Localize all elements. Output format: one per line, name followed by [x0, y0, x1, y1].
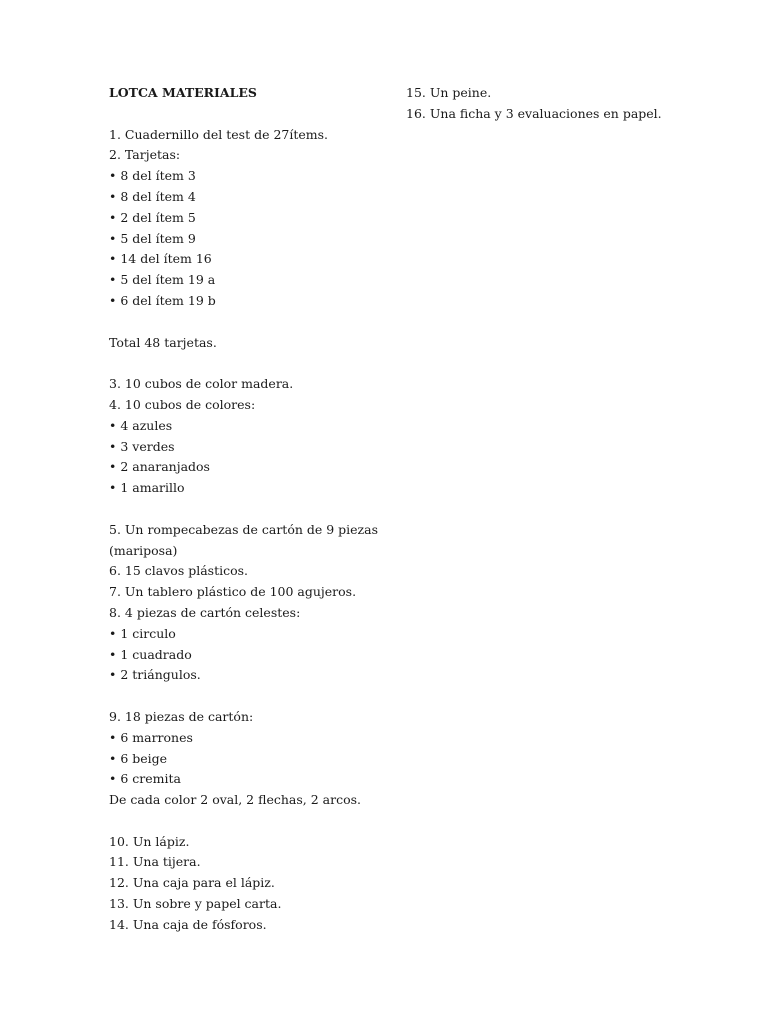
spacer [109, 312, 399, 333]
list-item: • 5 del ítem 19 a [109, 272, 216, 288]
list-item: • 8 del ítem 3 [109, 168, 196, 184]
list-item: • 2 del ítem 5 [109, 209, 196, 225]
list-item: De cada color 2 oval, 2 flechas, 2 arcos. [109, 792, 361, 808]
list-item: • 6 cremita [109, 771, 181, 787]
document-title: LOTCA MATERIALES [109, 85, 257, 100]
list-item: • 4 azules [109, 417, 173, 433]
list-item: 10. Un lápiz. [109, 833, 190, 849]
list-item: • 1 amarillo [109, 480, 185, 496]
list-item: • 1 cuadrado [109, 646, 192, 662]
list-item: • 6 del ítem 19 b [109, 292, 216, 308]
right-column [406, 83, 736, 125]
spacer [109, 686, 399, 707]
spacer [109, 353, 399, 374]
list-item: Total 48 tarjetas. [109, 334, 217, 350]
left-column [109, 83, 399, 936]
list-item: • 5 del ítem 9 [109, 230, 196, 246]
list-item: • 8 del ítem 4 [109, 188, 196, 204]
list-item: 4. 10 cubos de colores: [109, 396, 256, 412]
list-item: 13. Un sobre y papel carta. [109, 896, 282, 912]
list-item: 6. 15 clavos plásticos. [109, 563, 249, 579]
list-item: • 2 anaranjados [109, 459, 210, 475]
list-item: 15. Un peine. [406, 85, 492, 100]
list-item: • 2 triángulos. [109, 667, 201, 683]
list-item: 12. Una caja para el lápiz. [109, 875, 275, 891]
list-item: 1. Cuadernillo del test de 27ítems. [109, 126, 329, 142]
list-item: 8. 4 piezas de cartón celestes: [109, 604, 301, 620]
list-item: 5. Un rompecabezas de cartón de 9 piezas [109, 521, 379, 537]
list-item: • 1 circulo [109, 625, 176, 641]
list-item: • 3 verdes [109, 438, 175, 454]
spacer [109, 499, 399, 520]
list-item: (mariposa) [109, 542, 178, 558]
list-item: • 14 del ítem 16 [109, 251, 212, 267]
list-item: • 6 marrones [109, 729, 193, 745]
spacer [109, 104, 399, 125]
list-item: 16. Una ficha y 3 evaluaciones en papel. [406, 105, 662, 121]
list-item: 7. Un tablero plástico de 100 agujeros. [109, 584, 357, 600]
spacer [109, 811, 399, 832]
list-item: 9. 18 piezas de cartón: [109, 708, 254, 724]
list-item: 2. Tarjetas: [109, 147, 181, 163]
list-item: 11. Una tijera. [109, 854, 201, 870]
list-item: • 6 beige [109, 750, 168, 766]
list-item: 14. Una caja de fósforos. [109, 916, 267, 932]
list-item: 3. 10 cubos de color madera. [109, 376, 294, 392]
